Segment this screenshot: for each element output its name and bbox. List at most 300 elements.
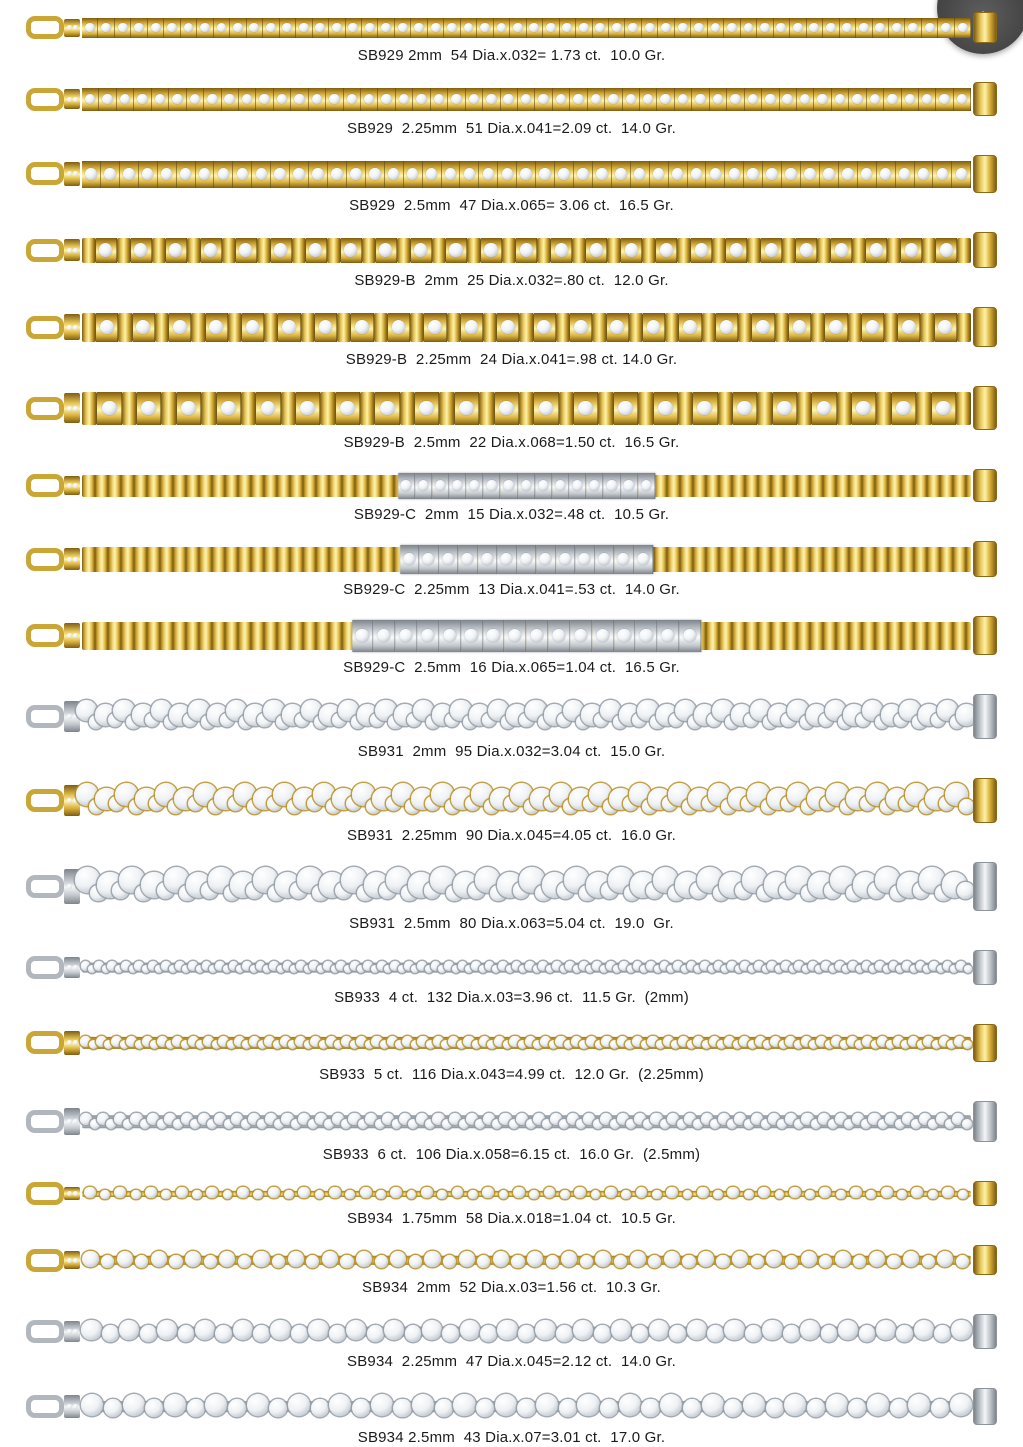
diamond-stone xyxy=(610,320,624,334)
row-stone xyxy=(713,1190,723,1200)
diamond-link xyxy=(439,620,461,652)
plain-link xyxy=(479,392,494,425)
diamond-stone xyxy=(67,965,72,970)
bracelet-row xyxy=(26,386,997,452)
plain-link xyxy=(775,313,789,342)
row-stone xyxy=(117,1251,133,1267)
diamond-link xyxy=(326,88,343,111)
row-stone xyxy=(329,1394,351,1416)
row-stone xyxy=(84,1187,96,1199)
diamond-link xyxy=(553,88,570,111)
row-stone xyxy=(614,1255,627,1268)
clasp-plate xyxy=(64,548,80,571)
clasp-box xyxy=(973,307,997,347)
clasp-box xyxy=(973,1388,997,1425)
plain-link xyxy=(747,238,761,263)
diamond-link xyxy=(614,620,636,652)
row-stone xyxy=(835,1251,851,1267)
plain-link xyxy=(447,313,461,342)
diamond-stone xyxy=(481,553,493,565)
diamond-link xyxy=(309,161,328,188)
diamond-stone xyxy=(730,94,741,105)
diamond-link xyxy=(642,18,658,38)
diamond-stone xyxy=(683,320,697,334)
row-stone xyxy=(169,1255,182,1268)
plain-link xyxy=(264,313,278,342)
diamond-stone xyxy=(180,168,191,179)
diamond-link xyxy=(158,161,177,188)
row-stone xyxy=(911,1187,923,1199)
diamond-stone xyxy=(957,94,968,105)
bracelet-row xyxy=(26,1314,997,1371)
diamond-link xyxy=(889,18,905,38)
diamond-stone xyxy=(431,23,441,33)
diamond-stone xyxy=(558,168,569,179)
bracelet-caption: SB929 2.5mm 47 Dia.x.065= 3.06 ct. 16.5 Gr. xyxy=(349,197,674,214)
diamond-stone xyxy=(556,94,567,105)
bracelet-row xyxy=(26,469,997,524)
diamond-link xyxy=(444,18,460,38)
diamond-stone xyxy=(487,629,500,642)
diamond-link xyxy=(915,161,934,188)
diamond-stone xyxy=(99,243,112,256)
diamond-link xyxy=(341,238,362,263)
diamond-stone xyxy=(85,23,95,33)
diamond-stone xyxy=(67,97,72,102)
plain-link xyxy=(782,238,796,263)
diamond-stone xyxy=(73,557,78,562)
diamond-stone xyxy=(350,168,361,179)
row-stone xyxy=(527,1251,543,1267)
diamond-link xyxy=(688,161,707,188)
bracelet-row xyxy=(26,82,997,138)
bracelet-caption: SB934 1.75mm 58 Dia.x.018=1.04 ct. 10.5 Gr. xyxy=(347,1210,676,1227)
plain-link xyxy=(201,392,216,425)
row-stone xyxy=(574,1187,586,1199)
diamond-link xyxy=(169,313,191,342)
diamond-link xyxy=(657,88,674,111)
row-stone xyxy=(390,1251,406,1267)
diamond-stone xyxy=(539,401,554,416)
diamond-link xyxy=(395,620,417,652)
diamond-link xyxy=(271,238,292,263)
plain-link xyxy=(374,313,388,342)
diamond-stone xyxy=(218,168,229,179)
clasp-loop-icon xyxy=(26,875,64,898)
row-stone xyxy=(442,1325,459,1342)
bracelet-caption: SB934 2.25mm 47 Dia.x.045=2.12 ct. 14.0 Gr. xyxy=(347,1353,676,1370)
plain-link xyxy=(152,238,166,263)
clasp-box xyxy=(973,1181,997,1206)
row-stone xyxy=(766,1251,782,1267)
diamond-stone xyxy=(683,629,696,642)
diamond-link xyxy=(137,392,161,425)
diamond-stone xyxy=(713,94,724,105)
row-stone xyxy=(145,1187,157,1199)
diamond-stone xyxy=(73,1329,78,1334)
diamond-link xyxy=(461,313,483,342)
diamond-link xyxy=(656,238,677,263)
plain-link xyxy=(957,238,971,263)
row-stone xyxy=(157,1320,177,1340)
row-stone xyxy=(964,965,972,973)
diamond-link xyxy=(501,473,518,499)
diamond-link xyxy=(935,313,957,342)
diamond-stone xyxy=(694,23,704,33)
diamond-link xyxy=(856,18,872,38)
diamond-stone xyxy=(661,23,671,33)
diamond-link xyxy=(82,18,98,38)
plain-link xyxy=(797,392,812,425)
diamond-link xyxy=(675,88,692,111)
diamond-link xyxy=(115,18,131,38)
diamond-stone xyxy=(380,401,395,416)
diamond-link xyxy=(222,88,239,111)
diamond-link xyxy=(214,18,230,38)
row-stone xyxy=(881,1187,893,1199)
row-stone xyxy=(561,1251,577,1267)
clasp-box xyxy=(973,155,997,193)
diamond-link xyxy=(725,161,744,188)
diamond-link xyxy=(640,88,657,111)
row-stone xyxy=(660,1394,682,1416)
row-stone xyxy=(352,1399,370,1417)
row-stone xyxy=(219,1251,235,1267)
diamond-stone xyxy=(332,23,342,33)
diamond-stone xyxy=(401,480,411,490)
bracelet-band xyxy=(82,868,971,906)
diamond-stone xyxy=(155,94,166,105)
diamond-link xyxy=(516,238,537,263)
bracelet-row xyxy=(26,1181,997,1228)
diamond-link xyxy=(352,620,374,652)
diamond-stone xyxy=(445,168,456,179)
diamond-stone xyxy=(823,168,834,179)
diamond-link xyxy=(536,545,556,574)
diamond-stone xyxy=(398,23,408,33)
diamond-stone xyxy=(800,94,811,105)
row-stone xyxy=(666,1187,678,1199)
bracelet-caption: SB929-C 2mm 15 Dia.x.032=.48 ct. 10.5 Gr. xyxy=(353,506,670,523)
row-stone xyxy=(81,1394,103,1416)
diamond-stone xyxy=(123,168,134,179)
row-stone xyxy=(716,1255,729,1268)
diamond-link xyxy=(329,18,345,38)
diamond-stone xyxy=(120,94,131,105)
diamond-stone xyxy=(508,629,521,642)
diamond-stone xyxy=(537,320,551,334)
plain-link xyxy=(887,238,901,263)
row-stone xyxy=(853,1255,866,1268)
diamond-stone xyxy=(73,1191,78,1196)
diamond-link xyxy=(483,620,505,652)
diamond-stone xyxy=(261,401,276,416)
diamond-link xyxy=(263,18,279,38)
center-diamond-section xyxy=(398,473,655,499)
bracelet-caption: SB933 6 ct. 106 Dia.x.058=6.15 ct. 16.0 Gr. (2.5mm) xyxy=(322,1146,701,1163)
diamond-link xyxy=(679,313,701,342)
row-stone xyxy=(270,1320,290,1340)
diamond-stone xyxy=(418,480,428,490)
diamond-link xyxy=(177,161,196,188)
diamond-link xyxy=(82,88,99,111)
diamond-stone xyxy=(293,168,304,179)
clasp-left xyxy=(26,1182,80,1205)
diamond-stone xyxy=(887,94,898,105)
diamond-stone xyxy=(221,401,236,416)
diamond-link xyxy=(840,18,856,38)
clasp-left xyxy=(26,1108,80,1135)
diamond-link xyxy=(796,238,817,263)
plain-link xyxy=(161,392,176,425)
diamond-link xyxy=(862,313,884,342)
diamond-stone xyxy=(274,168,285,179)
diamond-stone xyxy=(678,23,688,33)
clasp-loop-icon xyxy=(26,316,64,339)
diamond-link xyxy=(607,313,629,342)
clasp-plate xyxy=(64,393,80,423)
row-stone xyxy=(789,1187,801,1199)
row-stone xyxy=(866,1190,876,1200)
diamond-stone xyxy=(643,94,654,105)
diamond-link xyxy=(483,88,500,111)
plain-link xyxy=(757,392,772,425)
diamond-link xyxy=(280,18,296,38)
diamond-stone xyxy=(835,243,848,256)
diamond-stone xyxy=(377,629,390,642)
diamond-stone xyxy=(829,320,843,334)
plain-link xyxy=(228,313,242,342)
clasp-box xyxy=(973,1314,997,1349)
diamond-stone xyxy=(181,401,196,416)
row-stone xyxy=(405,1325,422,1342)
diamond-link xyxy=(570,620,592,652)
diamond-link xyxy=(852,392,876,425)
row-stone xyxy=(187,1399,205,1417)
plain-link xyxy=(956,392,971,425)
diamond-link xyxy=(797,88,814,111)
diamond-link xyxy=(555,161,574,188)
diamond-link xyxy=(623,88,640,111)
diamond-stone xyxy=(918,168,929,179)
diamond-link xyxy=(501,88,518,111)
bracelet-caption: SB929-B 2.25mm 24 Dia.x.041=.98 ct. 14.0 Gr. xyxy=(345,351,678,368)
row-stone xyxy=(306,1255,319,1268)
diamond-link xyxy=(505,620,527,652)
clasp-left xyxy=(26,1249,80,1272)
row-stone xyxy=(556,1325,573,1342)
diamond-link xyxy=(744,161,763,188)
diamond-stone xyxy=(73,633,78,638)
diamond-stone xyxy=(521,480,531,490)
diamond-stone xyxy=(67,406,72,411)
row-stone xyxy=(546,1255,559,1268)
diamond-stone xyxy=(426,168,437,179)
clasp-box xyxy=(973,82,997,116)
row-stone xyxy=(192,1190,202,1200)
plain-link xyxy=(559,392,574,425)
diamond-link xyxy=(455,392,479,425)
clasp-loop-icon xyxy=(26,789,64,812)
row-stone xyxy=(322,1251,338,1267)
row-stone xyxy=(101,1255,114,1268)
diamond-link xyxy=(650,161,669,188)
diamond-link xyxy=(774,18,790,38)
bracelet-caption: SB933 4 ct. 132 Dia.x.03=3.96 ct. 11.5 Gr. (2mm) xyxy=(334,989,689,1006)
clasp-left xyxy=(26,162,80,186)
diamond-link xyxy=(461,620,483,652)
row-stone xyxy=(896,1325,913,1342)
diamond-link xyxy=(396,88,413,111)
row-stone xyxy=(497,1320,517,1340)
diamond-link xyxy=(543,18,559,38)
diamond-link xyxy=(256,392,280,425)
bracelet-image-sb934-2.5mm xyxy=(26,1388,997,1425)
row-stone xyxy=(931,1399,949,1417)
diamond-stone xyxy=(559,553,571,565)
diamond-stone xyxy=(678,94,689,105)
diamond-stone xyxy=(421,629,434,642)
diamond-stone xyxy=(266,23,276,33)
diamond-stone xyxy=(73,483,78,488)
diamond-stone xyxy=(607,480,617,490)
clasp-box xyxy=(973,232,997,268)
diamond-stone xyxy=(67,1119,72,1124)
diamond-link xyxy=(933,161,952,188)
diamond-link xyxy=(574,392,598,425)
diamond-stone xyxy=(870,94,881,105)
diamond-link xyxy=(534,392,558,425)
diamond-stone xyxy=(793,23,803,33)
plain-link xyxy=(397,238,411,263)
diamond-link xyxy=(296,392,320,425)
diamond-link xyxy=(877,161,896,188)
diamond-stone xyxy=(480,23,490,33)
diamond-stone xyxy=(100,320,114,334)
clasp-left xyxy=(26,785,80,816)
diamond-link xyxy=(604,473,621,499)
row-stone xyxy=(284,1190,294,1200)
row-stone xyxy=(595,1251,611,1267)
row-stone xyxy=(151,1251,167,1267)
diamond-stone xyxy=(760,23,770,33)
diamond-link xyxy=(99,88,116,111)
diamond-link xyxy=(593,18,609,38)
bracelet-band xyxy=(82,1030,971,1057)
bracelet-band xyxy=(82,956,971,980)
diamond-stone xyxy=(73,1258,78,1263)
row-stone xyxy=(178,1325,195,1342)
diamond-link xyxy=(741,18,757,38)
bracelet-row xyxy=(26,778,997,845)
diamond-stone xyxy=(695,243,708,256)
bracelet-row xyxy=(26,232,997,290)
diamond-link xyxy=(424,313,446,342)
clasp-plate xyxy=(64,476,80,496)
clasp-plate xyxy=(64,239,80,262)
row-stone xyxy=(652,1190,662,1200)
row-stone xyxy=(228,1399,246,1417)
bracelet-image-sb931-2.5mm xyxy=(26,862,997,911)
diamond-stone xyxy=(539,168,550,179)
diamond-stone xyxy=(299,23,309,33)
diamond-link xyxy=(446,238,467,263)
row-stone xyxy=(356,1251,372,1267)
diamond-link xyxy=(849,88,866,111)
row-stone xyxy=(807,1399,825,1417)
row-stone xyxy=(421,1187,433,1199)
diamond-stone xyxy=(756,320,770,334)
diamond-link xyxy=(831,238,852,263)
diamond-stone xyxy=(866,320,880,334)
row-stone xyxy=(145,1399,163,1417)
clasp-left xyxy=(26,1320,80,1343)
bracelet-band xyxy=(82,313,971,342)
diamond-link xyxy=(449,473,466,499)
row-stone xyxy=(100,1190,110,1200)
clasp-left xyxy=(26,548,80,571)
diamond-link xyxy=(752,313,774,342)
clasp-loop-icon xyxy=(26,88,64,111)
diamond-stone xyxy=(469,480,479,490)
diamond-link xyxy=(625,18,641,38)
diamond-link xyxy=(858,161,877,188)
bracelet-image-sb929-2mm xyxy=(26,12,997,43)
plain-link xyxy=(155,313,169,342)
diamond-link xyxy=(96,313,118,342)
diamond-stone xyxy=(67,714,72,719)
clasp-loop-icon xyxy=(26,705,64,728)
diamond-stone xyxy=(892,23,902,33)
diamond-stone xyxy=(67,171,72,176)
diamond-stone xyxy=(459,401,474,416)
diamond-stone xyxy=(661,629,674,642)
row-stone xyxy=(247,1394,269,1416)
diamond-stone xyxy=(73,171,78,176)
clasp-left xyxy=(26,474,80,497)
plain-link xyxy=(876,392,891,425)
diamond-link xyxy=(517,161,536,188)
diamond-stone xyxy=(85,94,96,105)
diamond-stone xyxy=(347,94,358,105)
diamond-stone xyxy=(217,23,227,33)
diamond-stone xyxy=(73,97,78,102)
plain-link xyxy=(638,392,653,425)
diamond-stone xyxy=(562,23,572,33)
row-stone xyxy=(942,1187,954,1199)
diamond-link xyxy=(164,18,180,38)
row-stone xyxy=(801,1251,817,1267)
diamond-link xyxy=(658,18,674,38)
diamond-stone xyxy=(190,94,201,105)
diamond-link xyxy=(773,392,797,425)
row-stone xyxy=(869,1251,885,1267)
plain-link xyxy=(556,313,570,342)
diamond-link xyxy=(148,18,164,38)
diamond-stone xyxy=(529,23,539,33)
clasp-loop-icon xyxy=(26,1182,64,1205)
plain-link xyxy=(187,238,201,263)
plain-link xyxy=(592,313,606,342)
row-stone xyxy=(950,1394,972,1416)
diamond-stone xyxy=(315,23,325,33)
diamond-stone xyxy=(520,243,533,256)
diamond-stone xyxy=(776,23,786,33)
row-stone xyxy=(751,1255,764,1268)
bracelet-image-sb933-2.5mm xyxy=(26,1101,997,1142)
plain-link xyxy=(400,392,415,425)
diamond-stone xyxy=(442,553,454,565)
